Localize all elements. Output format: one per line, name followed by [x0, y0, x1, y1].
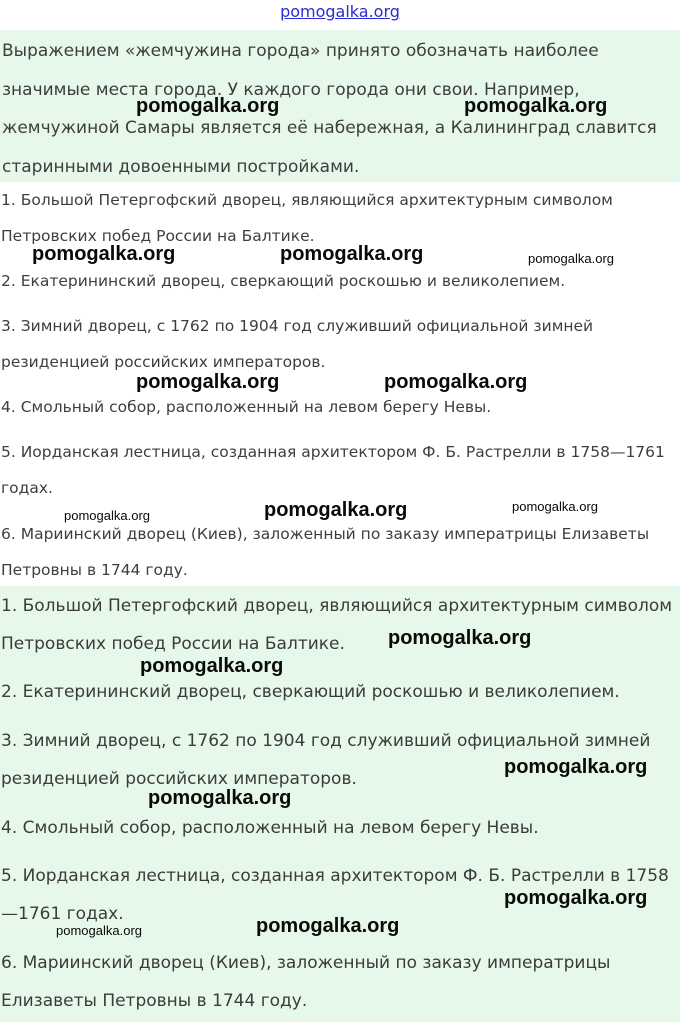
watermark: pomogalka.org [32, 243, 176, 265]
list-item: 3. Зимний дворец, с 1762 по 1904 год служивший официальной зимней резиденцией российских императоров. [1, 317, 594, 371]
watermark: pomogalka.org [528, 251, 614, 266]
watermark: pomogalka.org [280, 243, 424, 265]
list-item: 5. Иорданская лестница, созданная архитектором Ф. Б. Растрелли в 1758—1761 годах. [1, 866, 669, 924]
list-item: 4. Смольный собор, расположенный на левом берегу Невы. [1, 398, 492, 416]
watermark: pomogalka.org [504, 887, 648, 909]
watermark: pomogalka.org [136, 95, 280, 117]
list-item: 3. Зимний дворец, с 1762 по 1904 год служивший официальной зимней резиденцией российских императоров. [1, 731, 651, 789]
watermark: pomogalka.org [464, 95, 608, 117]
watermark: pomogalka.org [388, 627, 532, 649]
list-item: 2. Екатерининский дворец, сверкающий роскошью и великолепием. [1, 682, 620, 702]
watermark: pomogalka.org [256, 915, 400, 937]
watermark: pomogalka.org [56, 923, 142, 938]
watermark: pomogalka.org [136, 371, 280, 393]
list-item: 6. Мариинский дворец (Киев), заложенный по заказу императрицы Елизаветы Петровны в 1744 году. [1, 953, 611, 1011]
intro-text: Выражением «жемчужина города» принято обозначать наиболее значимые места города. У каждого города они свои. Например, жемчужиной Самары является её набережная, а Калининград славится старинными довоенными постройками. [2, 41, 657, 177]
list-item: 1. Большой Петергофский дворец, являющийся архитектурным символом Петровских побед России на Балтике. [1, 596, 673, 654]
list-item: 1. Большой Петергофский дворец, являющийся архитектурным символом Петровских побед России на Балтике. [1, 191, 613, 245]
list-item: 6. Мариинский дворец (Киев), заложенный по заказу императрицы Елизаветы Петровны в 1744 году. [1, 525, 650, 579]
watermark: pomogalka.org [64, 508, 150, 523]
list-item: 5. Иорданская лестница, созданная архитектором Ф. Б. Растрелли в 1758—1761 годах. [1, 443, 665, 497]
site-link[interactable]: pomogalka.org [280, 2, 400, 21]
answer-list-b [0, 586, 680, 1022]
watermark: pomogalka.org [140, 655, 284, 677]
watermark: pomogalka.org [384, 371, 528, 393]
watermark: pomogalka.org [264, 499, 408, 521]
watermark: pomogalka.org [148, 787, 292, 809]
watermark: pomogalka.org [512, 499, 598, 514]
list-item: 4. Смольный собор, расположенный на левом берегу Невы. [1, 818, 539, 838]
list-item: 2. Екатерининский дворец, сверкающий роскошью и великолепием. [1, 272, 566, 290]
watermark: pomogalka.org [504, 756, 648, 778]
